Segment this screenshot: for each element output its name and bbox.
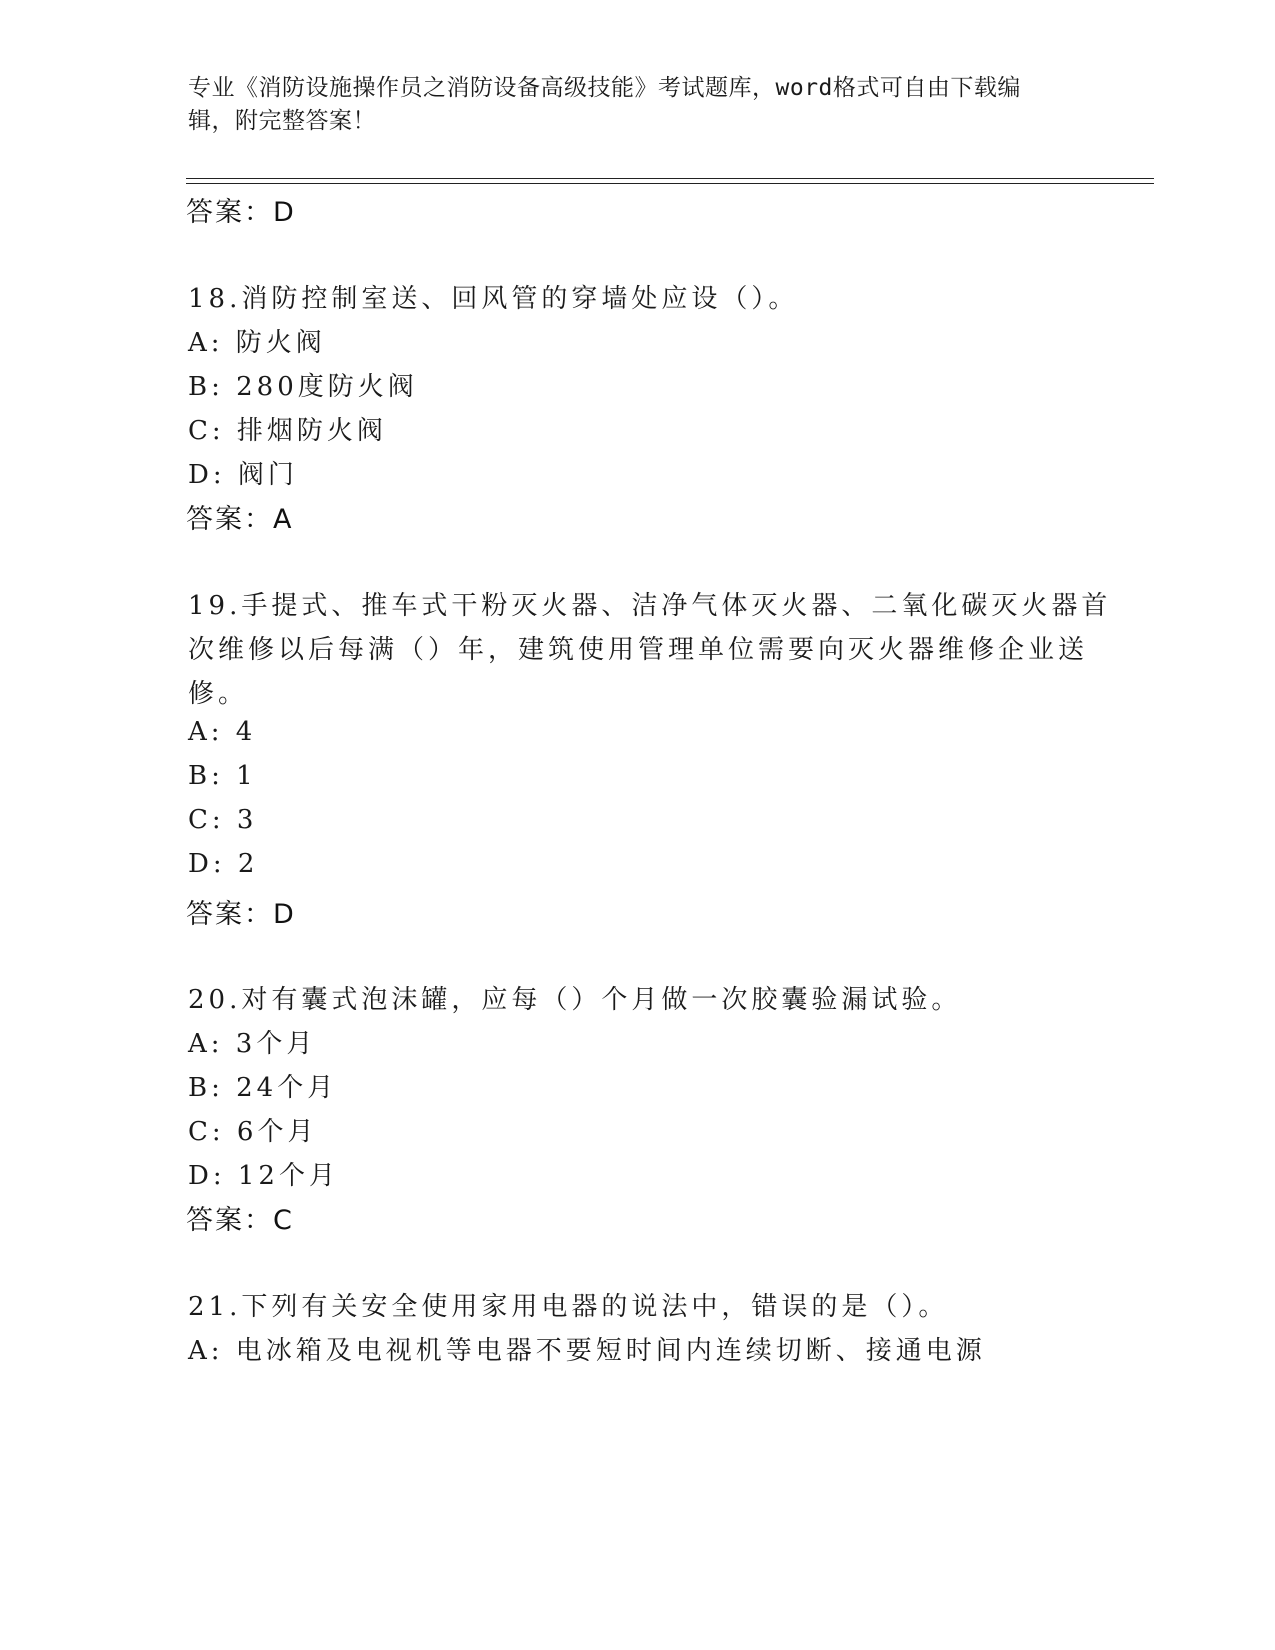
- option-a: A: 3个月: [188, 1029, 317, 1059]
- option-a: A: 防火阀: [188, 328, 326, 358]
- option-a: A: 4: [188, 717, 257, 747]
- option-b: B: 1: [188, 761, 257, 791]
- option-c: C: 6个月: [188, 1117, 318, 1147]
- header-line-2: 辑，附完整答案！: [188, 108, 376, 134]
- question-answer: 答案：A: [186, 504, 294, 535]
- question-stem-line-3: 修。: [188, 679, 249, 709]
- previous-answer: 答案：D: [186, 197, 296, 228]
- header-line-1: 专业《消防设施操作员之消防设备高级技能》考试题库，word格式可自由下载编: [188, 75, 1021, 101]
- option-d: D: 12个月: [188, 1161, 339, 1191]
- question-stem-line-1: 19.手提式、推车式干粉灭火器、洁净气体灭火器、二氧化碳灭火器首: [188, 591, 1112, 621]
- question-stem: 20.对有囊式泡沫罐，应每（）个月做一次胶囊验漏试验。: [188, 985, 962, 1015]
- question-stem: 18.消防控制室送、回风管的穿墙处应设（）。: [188, 284, 799, 314]
- question-stem: 21.下列有关安全使用家用电器的说法中，错误的是（）。: [188, 1292, 949, 1322]
- header-divider-top: [186, 178, 1154, 179]
- question-answer: 答案：C: [186, 1205, 294, 1236]
- option-c: C: 排烟防火阀: [188, 416, 387, 446]
- header-divider-bottom: [186, 183, 1154, 184]
- option-d: D: 阀门: [188, 460, 298, 490]
- option-c: C: 3: [188, 805, 258, 835]
- option-a: A: 电冰箱及电视机等电器不要短时间内连续切断、接通电源: [188, 1336, 986, 1366]
- option-d: D: 2: [188, 849, 259, 879]
- document-header: [188, 72, 1088, 138]
- option-b: B: 24个月: [188, 1073, 338, 1103]
- question-stem-line-2: 次维修以后每满（）年，建筑使用管理单位需要向灭火器维修企业送: [188, 635, 1089, 665]
- option-b: B: 280度防火阀: [188, 372, 418, 402]
- question-answer: 答案：D: [186, 899, 296, 930]
